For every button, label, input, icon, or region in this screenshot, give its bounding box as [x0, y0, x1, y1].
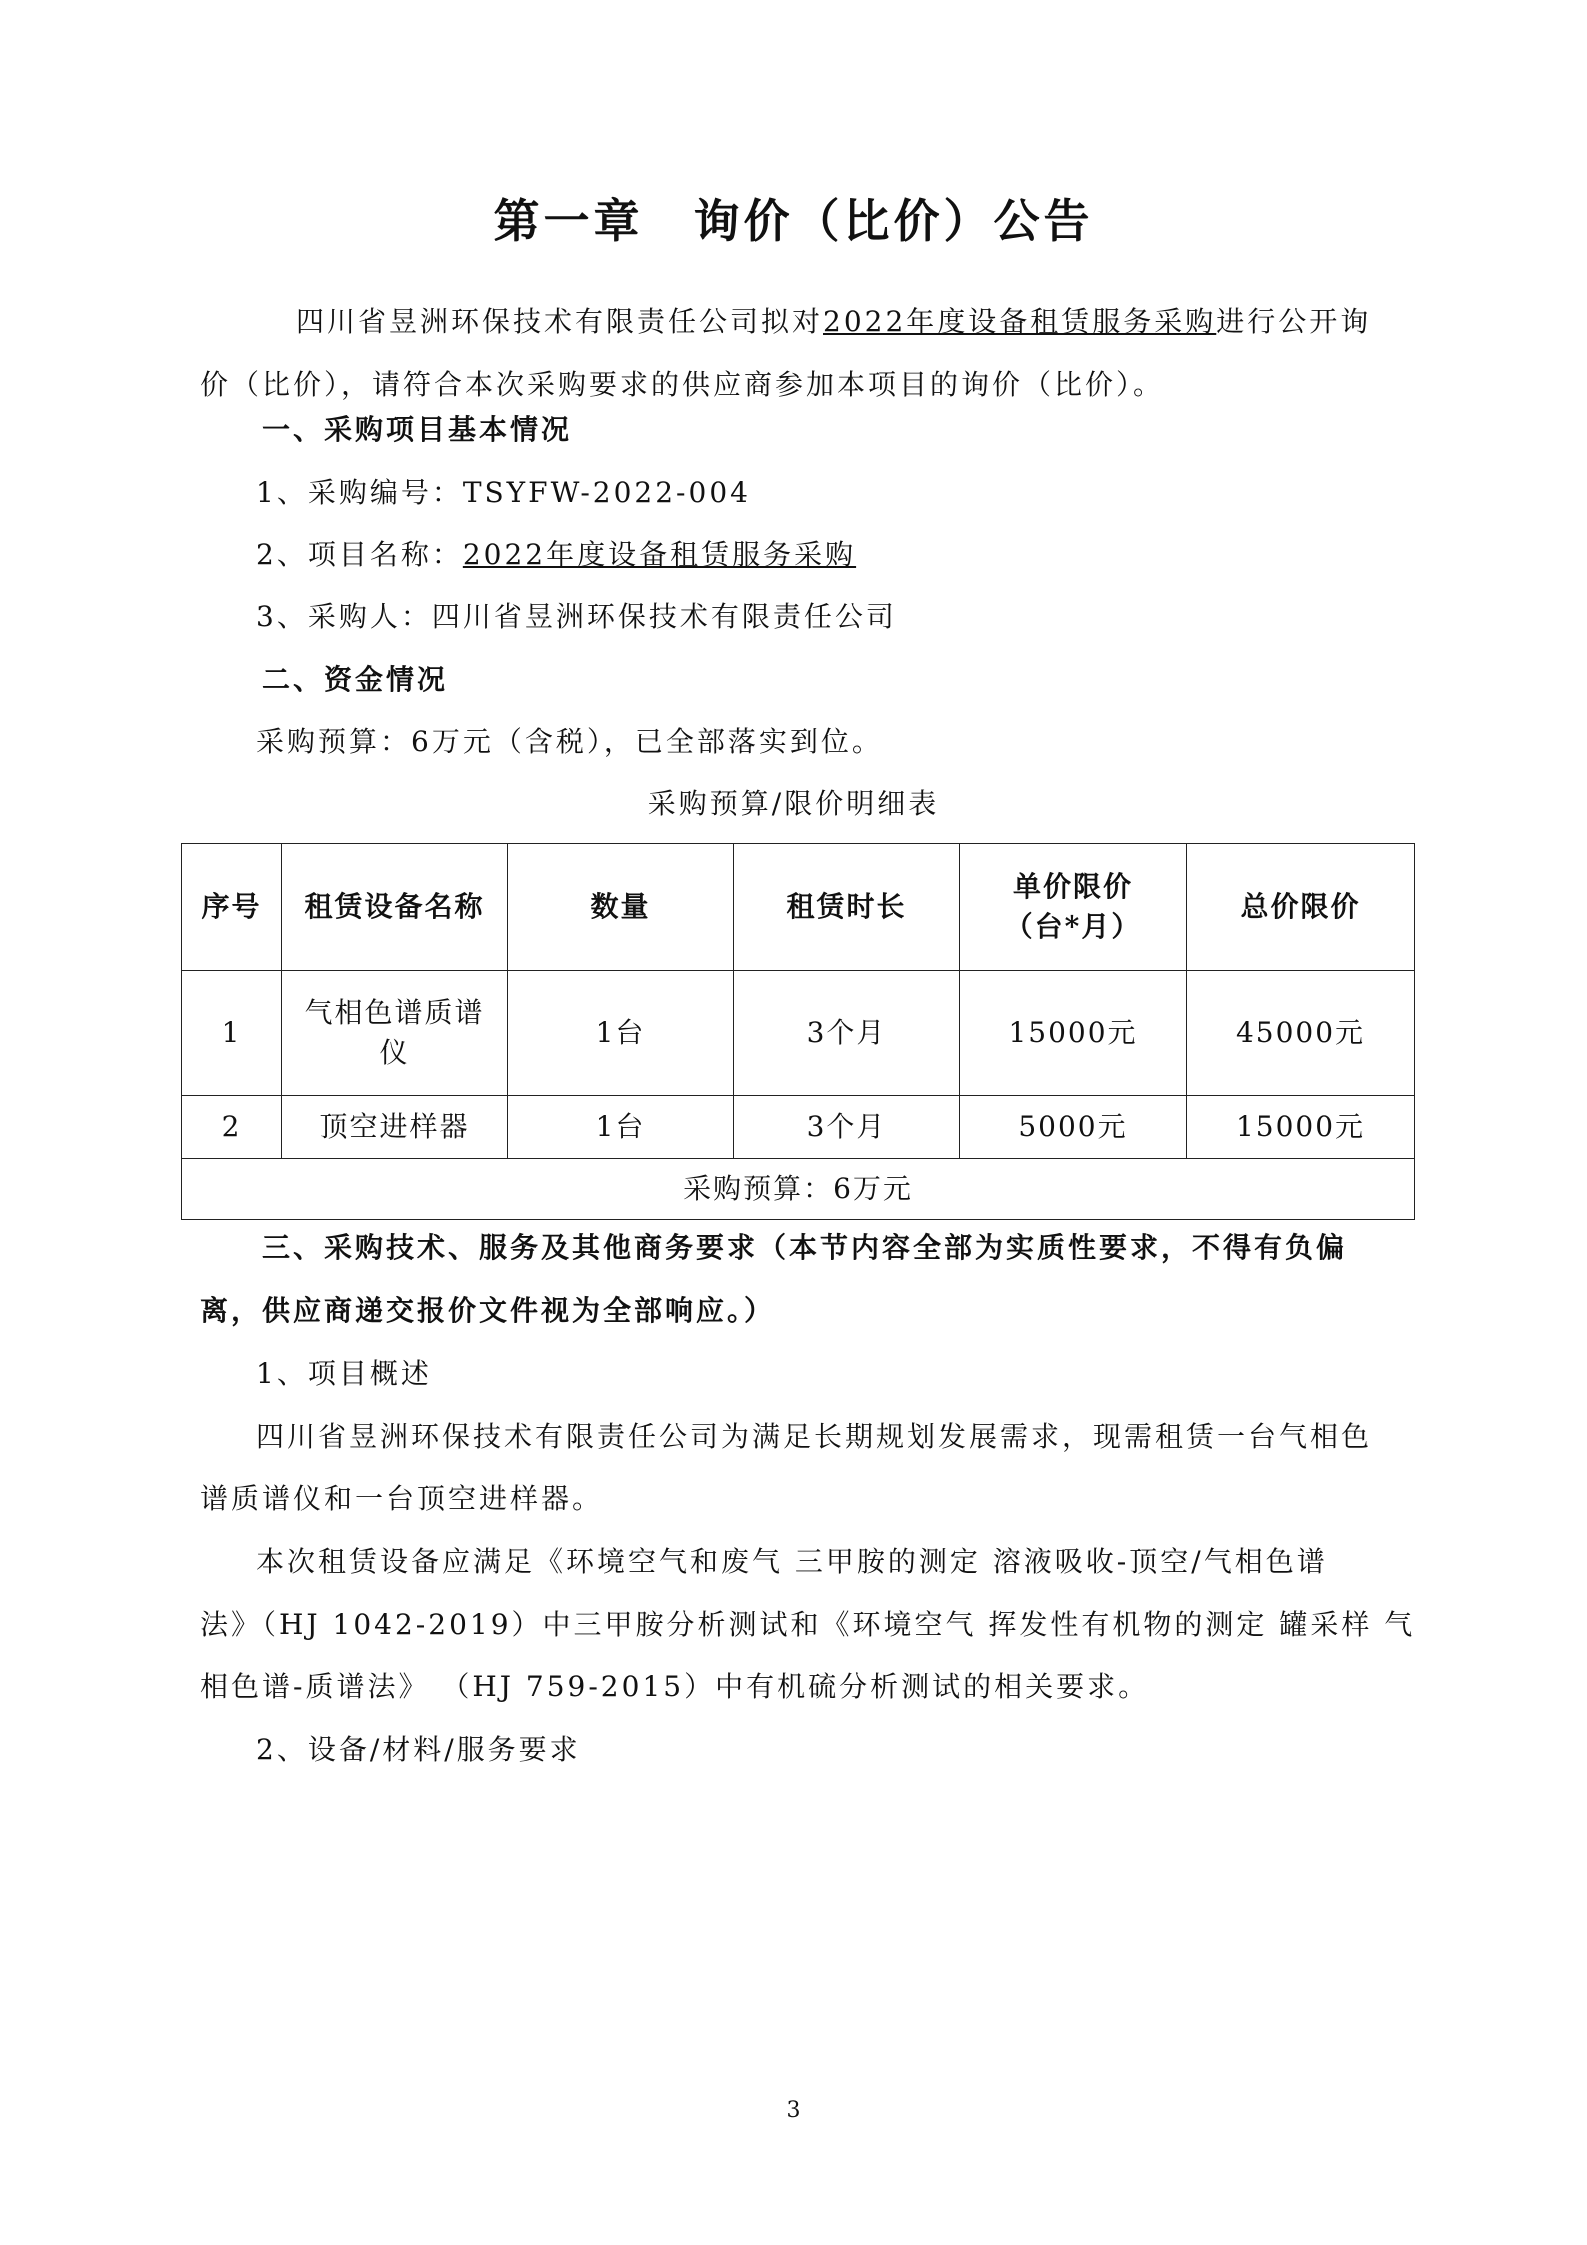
project-name-label: 2、项目名称：	[256, 538, 463, 571]
cell-equipment-name: 顶空进样器	[282, 1096, 508, 1159]
standards-para-line-2: 法》（HJ 1042-2019）中三甲胺分析测试和《环境空气 挥发性有机物的测定 罐采样 气	[200, 1608, 1416, 1641]
intro-text-before: 四川省昱洲环保技术有限责任公司拟对	[296, 305, 824, 338]
header-duration: 租赁时长	[734, 844, 960, 971]
subsection-overview: 1、项目概述	[256, 1357, 432, 1390]
cell-duration: 3个月	[734, 1096, 960, 1159]
project-name-underlined: 2022年度设备租赁服务采购	[823, 305, 1217, 338]
section-1-heading: 一、采购项目基本情况	[262, 413, 573, 446]
chapter-title: 第一章 询价（比价）公告	[493, 194, 1094, 248]
section-3-heading-line-2: 离，供应商递交报价文件视为全部响应。）	[200, 1294, 776, 1327]
header-equipment-name: 租赁设备名称	[282, 844, 508, 971]
subsection-requirements: 2、设备/材料/服务要求	[256, 1733, 581, 1766]
section-3-heading-line-1: 三、采购技术、服务及其他商务要求（本节内容全部为实质性要求，不得有负偏	[262, 1231, 1348, 1264]
page-number: 3	[786, 2098, 801, 2123]
cell-unit-price: 15000元	[960, 971, 1187, 1096]
header-total-price: 总价限价	[1187, 844, 1415, 971]
budget-line: 采购预算：6万元（含税），已全部落实到位。	[256, 725, 883, 758]
intro-text-after: 进行公开询	[1216, 305, 1372, 338]
header-quantity: 数量	[508, 844, 734, 971]
header-seq: 序号	[182, 844, 282, 971]
table-footer-row	[182, 1159, 1415, 1220]
overview-para-line-1: 四川省昱洲环保技术有限责任公司为满足长期规划发展需求，现需租赁一台气相色	[256, 1420, 1373, 1453]
standards-para-line-3: 相色谱-质谱法》 （HJ 759-2015）中有机硫分析测试的相关要求。	[200, 1670, 1150, 1703]
purchaser-line: 3、采购人：四川省昱洲环保技术有限责任公司	[256, 600, 897, 633]
project-name-value: 2022年度设备租赁服务采购	[462, 538, 857, 571]
cell-quantity: 1台	[508, 1096, 734, 1159]
intro-line-1	[296, 302, 1371, 342]
table-caption: 采购预算/限价明细表	[647, 787, 940, 820]
header-unit-price	[960, 844, 1187, 971]
table-footer-budget: 采购预算：6万元	[182, 1159, 1415, 1220]
cell-duration: 3个月	[734, 971, 960, 1096]
cell-equipment-name: 气相色谱质谱仪	[282, 971, 508, 1096]
table-row	[182, 971, 1415, 1096]
intro-line-2: 价（比价），请符合本次采购要求的供应商参加本项目的询价（比价）。	[200, 368, 1165, 401]
table-header-row	[182, 844, 1415, 971]
table-row	[182, 1096, 1415, 1159]
procurement-number: 1、采购编号：TSYFW-2022-004	[256, 476, 751, 509]
overview-para-line-2: 谱质谱仪和一台顶空进样器。	[200, 1482, 604, 1515]
project-name-line	[256, 535, 856, 575]
cell-seq: 2	[182, 1096, 282, 1159]
section-2-heading: 二、资金情况	[262, 663, 449, 696]
cell-seq: 1	[182, 971, 282, 1096]
header-unit-price-line2: （台*月）	[1004, 910, 1142, 943]
cell-quantity: 1台	[508, 971, 734, 1096]
cell-total-price: 15000元	[1187, 1096, 1415, 1159]
cell-unit-price: 5000元	[960, 1096, 1187, 1159]
header-unit-price-line1: 单价限价	[1012, 870, 1133, 903]
budget-detail-table	[181, 843, 1415, 1220]
standards-para-line-1: 本次租赁设备应满足《环境空气和废气 三甲胺的测定 溶液吸收-顶空/气相色谱	[256, 1545, 1328, 1578]
cell-total-price: 45000元	[1187, 971, 1415, 1096]
